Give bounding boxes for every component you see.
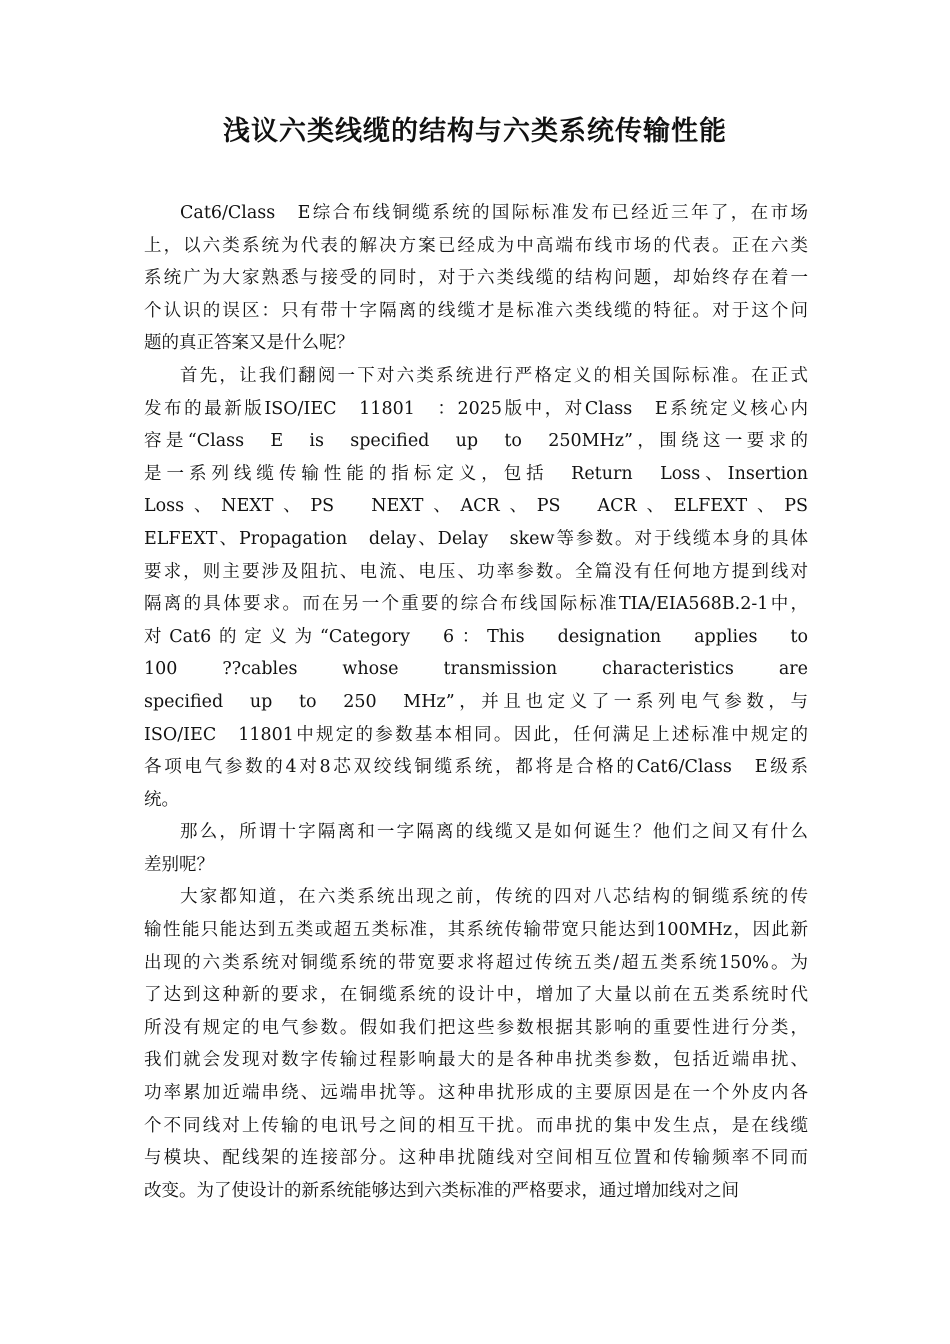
text-line: 个不同线对上传输的电讯号之间的相互干扰。而串扰的集中发生点，是在线缆 [144,1115,808,1136]
text-line: 系统广为大家熟悉与接受的同时，对于六类线缆的结构问题，却始终存在着一 [144,268,808,289]
text-line: ELFEXT、Propagation delay、Delay skew等参数。对于线缆本身的具体 [144,528,808,549]
text-line: 所没有规定的电气参数。假如我们把这些参数根据其影响的重要性进行分类， [144,1017,808,1038]
text-line: 对Cat6的定义为“Category 6：This designation applies to [144,626,808,647]
text-line: 个认识的误区：只有带十字隔离的线缆才是标准六类线缆的特征。对于这个问 [144,300,808,321]
text-line: 各项电气参数的4对8芯双绞线铜缆系统，都将是合格的Cat6/Class E级系 [144,757,808,778]
text-line: 出现的六类系统对铜缆系统的带宽要求将超过传统五类/超五类系统150%。为 [144,952,808,973]
text-line: 发布的最新版ISO/IEC 11801 ：2025版中，对Class E系统定义核心内 [144,398,808,419]
text-line: 我们就会发现对数字传输过程影响最大的是各种串扰类参数，包括近端串扰、 [144,1050,808,1071]
text-line: 改变。为了使设计的新系统能够达到六类标准的严格要求，通过增加线对之间 [144,1180,739,1201]
text-line: specified up to 250 MHz”，并且也定义了一系列电气参数，与 [144,691,808,712]
text-line: 上，以六类系统为代表的解决方案已经成为中高端布线市场的代表。正在六类 [144,235,808,256]
document-body [144,197,808,1207]
text-line: 是一系列线缆传输性能的指标定义，包括 Return Loss、Insertion [144,463,808,484]
text-line: Cat6/Class E综合布线铜缆系统的国际标准发布已经近三年了，在市场 [180,203,808,223]
text-line: 首先，让我们翻阅一下对六类系统进行严格定义的相关国际标准。在正式 [180,365,808,386]
text-line: 与模块、配线架的连接部分。这种串扰随线对空间相互位置和传输频率不同而 [144,1148,808,1169]
text-line: Loss、NEXT、PS NEXT、ACR、PS ACR、ELFEXT、PS [144,496,808,517]
text-line: 容是“Class E is specified up to 250MHz”，围绕这一要求的 [144,431,808,452]
text-line: 要求，则主要涉及阻抗、电流、电压、功率参数。全篇没有任何地方提到线对 [144,561,808,582]
text-line: 差别呢？ [144,854,214,875]
text-line: 题的真正答案又是什么呢？ [144,333,354,354]
text-line: 大家都知道，在六类系统出现之前，传统的四对八芯结构的铜缆系统的传 [180,887,808,908]
text-line: 输性能只能达到五类或超五类标准，其系统传输带宽只能达到100MHz，因此新 [144,920,808,941]
document-title: 浅议六类线缆的结构与六类系统传输性能 [223,116,727,147]
text-line: 功率累加近端串绕、远端串扰等。这种串扰形成的主要原因是在一个外皮内各 [144,1083,808,1104]
text-line: 了达到这种新的要求，在铜缆系统的设计中，增加了大量以前在五类系统时代 [144,985,808,1006]
text-line: 100 ??cables whose transmission characteristics are [144,659,808,680]
text-line: 那么，所谓十字隔离和一字隔离的线缆又是如何诞生？他们之间又有什么 [180,822,808,843]
text-line: ISO/IEC 11801中规定的参数基本相同。因此，任何满足上述标准中规定的 [144,724,808,745]
text-line: 隔离的具体要求。而在另一个重要的综合布线国际标准TIA/EIA568B.2-1中， [144,594,808,615]
text-line: 统。 [144,789,179,810]
